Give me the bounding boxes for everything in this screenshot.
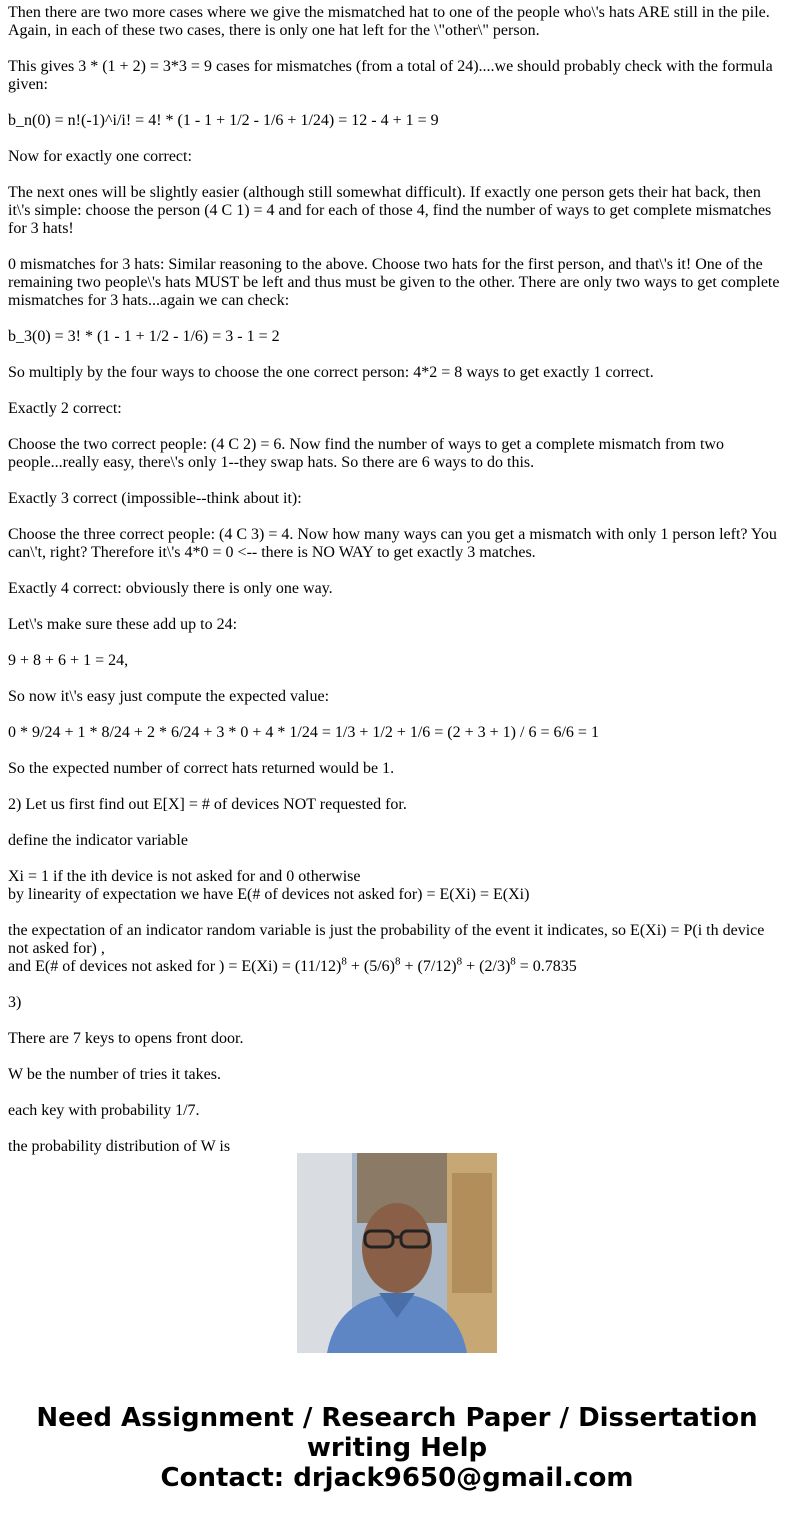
paragraph: by linearity of expectation we have E(# of devices not asked for) = E(Xi) = E(Xi) xyxy=(8,886,530,903)
paragraph: Exactly 2 correct: xyxy=(8,400,122,417)
paragraph: 9 + 8 + 6 + 1 = 24, xyxy=(8,652,129,669)
paragraph: This gives 3 * (1 + 2) = 3*3 = 9 cases for mismatches (from a total of 24)....we should probably check with the formula given: xyxy=(8,58,773,93)
promo-line: writing Help xyxy=(306,1433,488,1463)
paragraph: define the indicator variable xyxy=(8,832,188,849)
paragraph: the probability distribution of W is xyxy=(8,1138,231,1155)
paragraph: The next ones will be slightly easier (although still somewhat difficult). If exactly one person gets their hat back, then it\'s simple: choose the person (4 C 1) = 4 and for each of those 4, find the number of ways to get complete mismatches for 3 hats! xyxy=(8,184,772,237)
paragraph: So the expected number of correct hats returned would be 1. xyxy=(8,760,395,777)
paragraph: Then there are two more cases where we give the mismatched hat to one of the people who\'s hats ARE still in the pile. Again, in each of these two cases, there is only one hat left for the \"other\" person. xyxy=(8,4,770,39)
paragraph: There are 7 keys to opens front door. xyxy=(8,1030,244,1047)
paragraph: Choose the two correct people: (4 C 2) = 6. Now find the number of ways to get a complete mismatch from two people...really easy, there\'s only 1--they swap hats. So there are 6 ways to do this. xyxy=(8,436,724,471)
paragraph: 0 mismatches for 3 hats: Similar reasoning to the above. Choose two hats for the first person, and that\'s it! One of the remaining two people\'s hats MUST be left and thus must be given to the other. There are only two ways to get complete mismatches for 3 hats...again we can check: xyxy=(8,256,780,309)
paragraph: Exactly 3 correct (impossible--think about it): xyxy=(8,490,302,507)
paragraph: Exactly 4 correct: obviously there is only one way. xyxy=(8,580,333,597)
author-avatar xyxy=(297,1153,497,1353)
paragraph: W be the number of tries it takes. xyxy=(8,1066,221,1083)
paragraph: Choose the three correct people: (4 C 3) = 4. Now how many ways can you get a mismatch with only 1 person left? You can\'t, right? Therefore it\'s 4*0 = 0 <-- there is NO WAY to get exactly 3 matches. xyxy=(8,526,777,561)
promo-line: Need Assignment / Research Paper / Dissertation xyxy=(36,1403,758,1433)
answer-text xyxy=(8,4,782,1155)
paragraph: b_n(0) = n!(-1)^i/i! = 4! * (1 - 1 + 1/2 - 1/6 + 1/24) = 12 - 4 + 1 = 9 xyxy=(8,112,439,129)
paragraph: Xi = 1 if the ith device is not asked for and 0 otherwise xyxy=(8,868,361,885)
paragraph: the expectation of an indicator random variable is just the probability of the event it indicates, so E(Xi) = P(i th device not asked for) , xyxy=(8,922,765,957)
paragraph: 0 * 9/24 + 1 * 8/24 + 2 * 6/24 + 3 * 0 + 4 * 1/24 = 1/3 + 1/2 + 1/6 = (2 + 3 + 1) / 6 = 6/6 = 1 xyxy=(8,724,599,741)
paragraph: So now it\'s easy just compute the expected value: xyxy=(8,688,330,705)
promo-contact: Contact: drjack9650@gmail.com xyxy=(160,1463,634,1493)
paragraph: So multiply by the four ways to choose the one correct person: 4*2 = 8 ways to get exactly 1 correct. xyxy=(8,364,654,381)
paragraph: b_3(0) = 3! * (1 - 1 + 1/2 - 1/6) = 3 - 1 = 2 xyxy=(8,328,280,345)
promo-banner xyxy=(0,1403,794,1493)
paragraph: Let\'s make sure these add up to 24: xyxy=(8,616,238,633)
paragraph: 2) Let us first find out E[X] = # of devices NOT requested for. xyxy=(8,796,407,813)
paragraph: 3) xyxy=(8,994,22,1011)
paragraph: each key with probability 1/7. xyxy=(8,1102,200,1119)
expectation-formula: and E(# of devices not asked for ) = $E(Xi) = (11/12)^8 + (5/6)^8 + (7/12)^8 + (2/3)^8 = 0.7835$ xyxy=(8,955,577,975)
portrait-image xyxy=(297,1153,497,1353)
paragraph: Now for exactly one correct: xyxy=(8,148,192,165)
